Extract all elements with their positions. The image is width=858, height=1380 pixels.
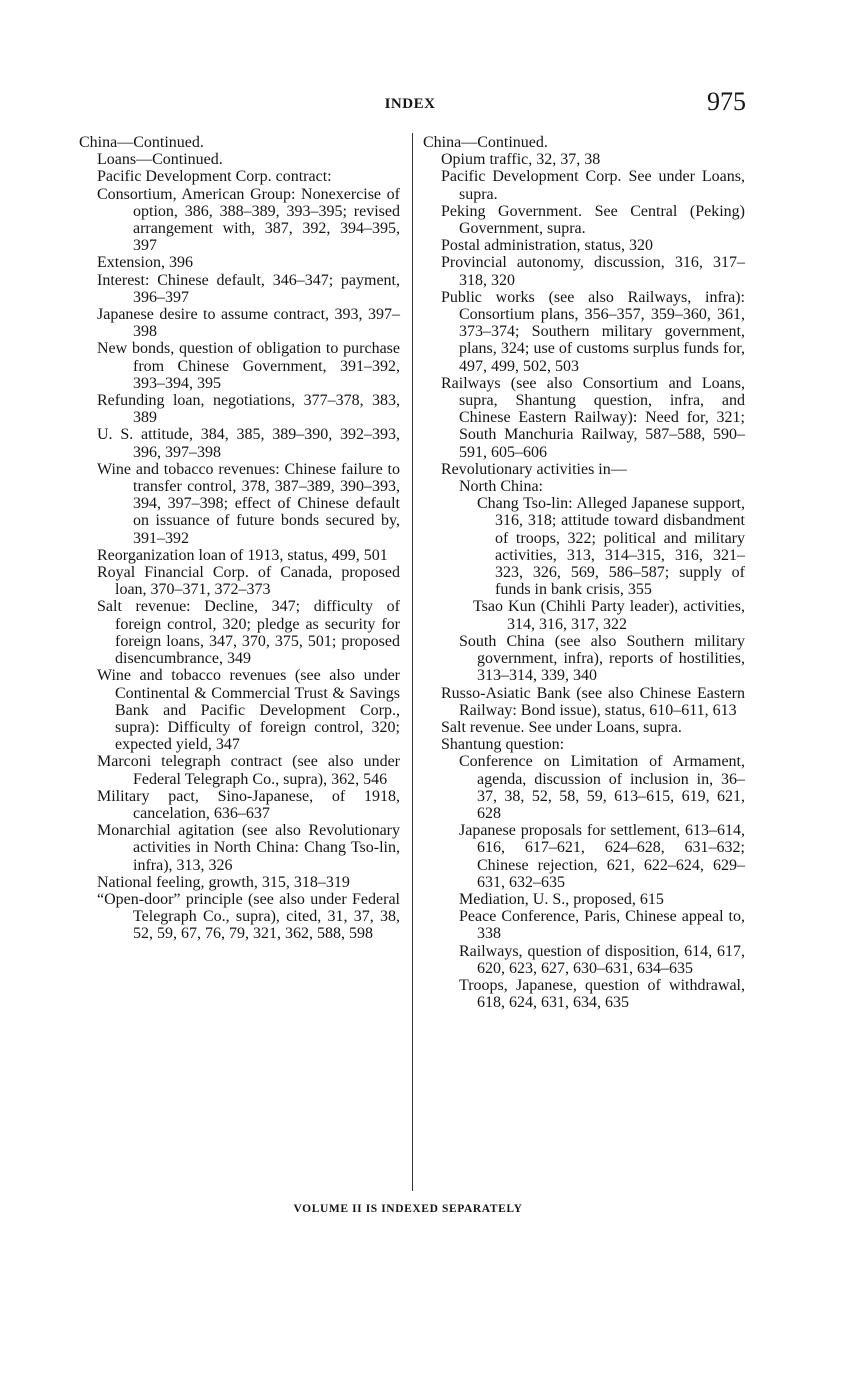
index-entry: China—Continued. [423,134,548,151]
index-entry: Reorganization loan of 1913, status, 499, 501 [97,546,388,564]
index-entry: Wine and tobacco revenues: Chinese failure to transfer control, 378, 387–389, 390–393, 394, 397–398; effect of Chinese default on issuance of future bonds secured by, 391–392 [97,460,400,547]
index-entry: Tsao Kun (Chihli Party leader), activities, 314, 316, 317, 322 [473,598,745,633]
index-entry: Revolutionary activities in— [441,460,627,478]
index-entry: Refunding loan, negotiations, 377–378, 383, 389 [97,392,400,427]
index-entry: U. S. attitude, 384, 385, 389–390, 392–393, 396, 397–398 [97,426,400,461]
index-entry: Opium traffic, 32, 37, 38 [441,151,601,169]
index-entry: Shantung question: [441,736,565,754]
index-entry: North China: [459,478,543,496]
index-entry: Wine and tobacco revenues (see also under Continental & Commercial Trust & Savings Bank and Pacific Development Corp., supra): Difficulty of foreign control, 320; expected yield, 347 [97,667,400,754]
index-entry: Chang Tso-lin: Alleged Japanese support, 316, 318; attitude toward disbandment of troops, 322; political and military activities, 313, 314–315, 316, 321–323, 326, 569, 586–587; supply of funds in bank crisis, 355 [477,495,745,599]
index-entry: Postal administration, status, 320 [441,237,653,255]
index-entry: Railways (see also Consortium and Loans, supra, Shantung question, infra, and Chinese Eastern Railway): Need for, 321; South Manchuria Railway, 587–588, 590–591, 605–606 [441,374,745,461]
index-entry: Salt revenue: Decline, 347; difficulty of foreign control, 320; pledge as security for foreign loans, 347, 370, 375, 501; proposed disencumbrance, 349 [97,598,400,668]
index-column-left [79,134,400,943]
index-entry: New bonds, question of obligation to purchase from Chinese Government, 391–392, 393–394, 395 [97,340,400,392]
index-entry: Public works (see also Railways, infra): Consortium plans, 356–357, 359–360, 361, 373–374; Southern military government, plans, 324; use of customs surplus funds for, 497, 499, 502, 503 [441,288,745,375]
index-entry: Japanese proposals for settlement, 613–614, 616, 617–621, 624–628, 631–632; Chinese rejection, 621, 622–624, 629–631, 632–635 [459,822,745,891]
index-entry: Mediation, U. S., proposed, 615 [459,890,664,908]
index-entry: Russo-Asiatic Bank (see also Chinese Eastern Railway: Bond issue), status, 610–611, 613 [441,684,745,719]
index-entry: Extension, 396 [97,254,193,272]
index-entry: National feeling, growth, 315, 318–319 [97,873,350,891]
index-entry: Peking Government. See Central (Peking) Government, supra. [441,202,745,238]
footer-note: VOLUME II IS INDEXED SEPARATELY [293,1203,523,1215]
index-entry: “Open-door” principle (see also under Federal Telegraph Co., supra), cited, 31, 37, 38, 52, 59, 67, 76, 79, 321, 362, 588, 598 [97,890,400,943]
index-entry: Military pact, Sino-Japanese, of 1918, cancelation, 636–637 [97,787,400,822]
index-entry: Japanese desire to assume contract, 393, 397–398 [97,306,400,341]
index-entry: South China (see also Southern military government, infra), reports of hostilities, 313–314, 339, 340 [459,632,745,685]
index-entry: Troops, Japanese, question of withdrawal, 618, 624, 631, 634, 635 [459,976,745,1012]
index-entry: Provincial autonomy, discussion, 316, 317–318, 320 [441,254,745,289]
page-number: 975 [707,87,746,116]
index-entry: Pacific Development Corp. contract: [97,168,332,186]
index-entry: Interest: Chinese default, 346–347; payment, 396–397 [97,271,400,306]
index-entry: Pacific Development Corp. See under Loans, supra. [441,168,745,203]
index-entry: Royal Financial Corp. of Canada, proposed loan, 370–371, 372–373 [97,564,400,599]
running-head: INDEX [384,96,436,112]
index-entry: Conference on Limitation of Armament, agenda, discussion of inclusion in, 36–37, 38, 52, 58, 59, 613–615, 619, 621, 628 [459,753,745,822]
index-column-right [423,134,745,1011]
column-divider [412,133,413,1191]
index-entry: Salt revenue. See under Loans, supra. [441,718,682,736]
index-entry: Monarchial agitation (see also Revolutionary activities in North China: Chang Tso-lin, infra), 313, 326 [97,822,400,874]
index-entry: Railways, question of disposition, 614, 617, 620, 623, 627, 630–631, 634–635 [459,942,745,977]
index-entry: China—Continued. [79,134,204,151]
index-entry: Loans—Continued. [97,151,223,169]
index-entry: Marconi telegraph contract (see also under Federal Telegraph Co., supra), 362, 546 [97,753,400,788]
index-entry: Consortium, American Group: Nonexercise of option, 386, 388–389, 393–395; revised arrangement with, 387, 392, 394–395, 397 [97,185,400,255]
index-entry: Peace Conference, Paris, Chinese appeal to, 338 [459,908,745,943]
